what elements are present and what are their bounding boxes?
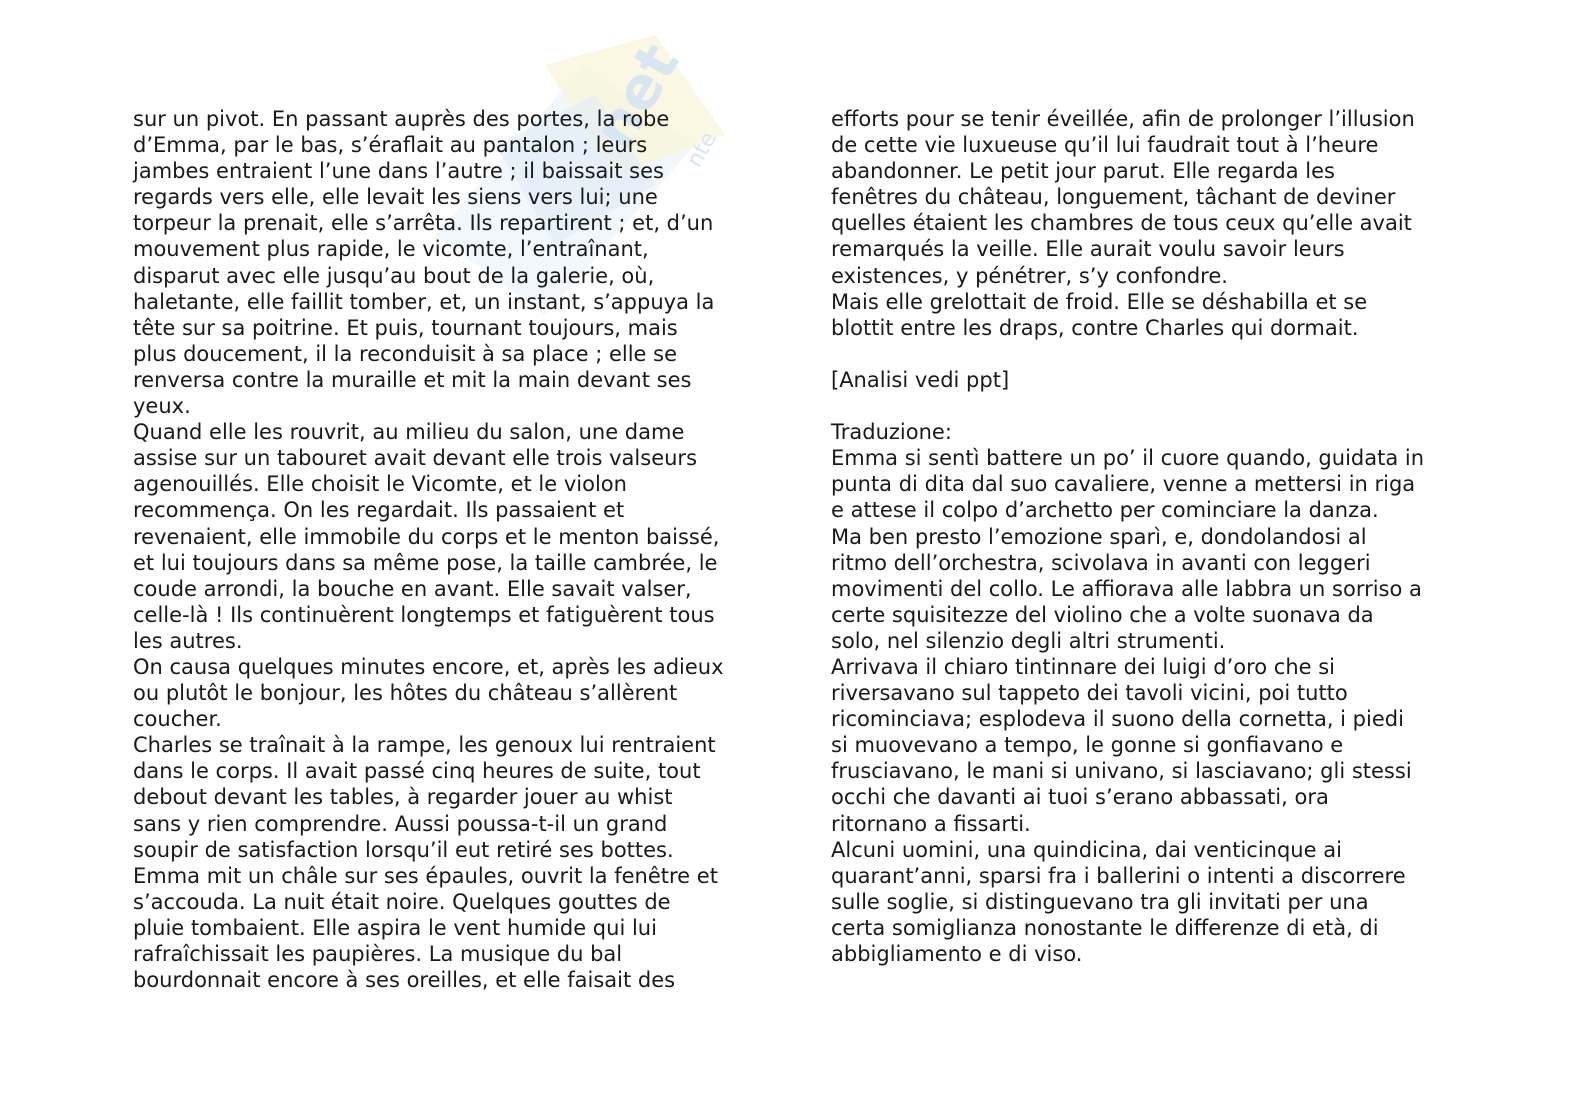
text-line: Traduzione: [831, 420, 952, 445]
text-line: [Analisi vedi ppt] [831, 367, 1010, 392]
text-line: occhi che davanti ai tuoi s’erano abbassati, ora [831, 785, 1329, 810]
text-line: existences, y pénétrer, s’y confondre. [831, 263, 1228, 288]
text-line: sulle soglie, si distinguevano tra gli invitati per una [831, 889, 1369, 914]
text-line: disparut avec elle jusqu’au bout de la galerie, où, [133, 263, 655, 288]
text-line: punta di dita dal suo cavaliere, venne a mettersi in riga [831, 472, 1416, 497]
text-line: Charles se traînait à la rampe, les genoux lui rentraient [133, 733, 716, 758]
text-line: yeux. [133, 394, 191, 419]
text-line: revenaient, elle immobile du corps et le menton baissé, [133, 524, 720, 549]
text-line: frusciavano, le mani si univano, si lasciavano; gli stessi [831, 759, 1412, 784]
text-line: haletante, elle faillit tomber, et, un instant, s’appuya la [133, 289, 715, 314]
text-line [831, 341, 1471, 367]
text-line: solo, nel silenzio degli altri strumenti. [831, 628, 1226, 653]
text-line: s’accouda. La nuit était noire. Quelques gouttes de [133, 889, 671, 914]
text-line: torpeur la prenait, elle s’arrêta. Ils repartirent ; et, d’un [133, 211, 714, 236]
text-line: movimenti del collo. Le affiorava alle labbra un sorriso a [831, 576, 1422, 601]
watermark-text-sub: nte [682, 127, 722, 172]
text-line: plus doucement, il la reconduisit à sa place ; elle se [133, 341, 677, 366]
text-line: Mais elle grelottait de froid. Elle se déshabilla et se [831, 289, 1368, 314]
text-line: soupir de satisfaction lorsqu’il eut retiré ses bottes. [133, 837, 674, 862]
text-line: fenêtres du château, longuement, tâchant de deviner [831, 185, 1396, 210]
text-line: e attese il colpo d’archetto per cominciare la danza. [831, 498, 1379, 523]
text-line: Quand elle les rouvrit, au milieu du salon, une dame [133, 420, 685, 445]
text-line [831, 393, 1471, 419]
text-line: quelles étaient les chambres de tous ceux qu’elle avait [831, 211, 1412, 236]
text-line: de cette vie luxueuse qu’il lui faudrait tout à l’heure [831, 133, 1379, 158]
text-line: bourdonnait encore à ses oreilles, et elle faisait des [133, 968, 676, 993]
text-line: dans le corps. Il avait passé cinq heures de suite, tout [133, 759, 701, 784]
text-line: Arrivava il chiaro tintinnare dei luigi d’oro che si [831, 654, 1336, 679]
text-line: assise sur un tabouret avait devant elle trois valseurs [133, 446, 698, 471]
text-line: agenouillés. Elle choisit le Vicomte, et le violon [133, 472, 627, 497]
text-line: Ma ben presto l’emozione sparì, e, dondolandosi al [831, 524, 1367, 549]
text-line: et lui toujours dans sa même pose, la taille cambrée, le [133, 550, 718, 575]
text-line: efforts pour se tenir éveillée, afin de prolonger l’illusion [831, 107, 1415, 131]
text-line: Emma si sentì battere un po’ il cuore quando, guidata in [831, 446, 1425, 471]
text-line: abandonner. Le petit jour parut. Elle regarda les [831, 159, 1335, 184]
text-line: recommença. On les regardait. Ils passaient et [133, 498, 625, 523]
text-line: mouvement plus rapide, le vicomte, l’entraînant, [133, 237, 649, 262]
text-line: celle-là ! Ils continuèrent longtemps et fatiguèrent tous [133, 602, 715, 627]
text-line: renversa contre la muraille et mit la main devant ses [133, 367, 692, 392]
text-line: remarqués la veille. Elle aurait voulu savoir leurs [831, 237, 1345, 262]
text-line: regards vers elle, elle levait les siens vers lui; une [133, 185, 658, 210]
text-line: coude arrondi, la bouche en avant. Elle savait valser, [133, 576, 692, 601]
text-line: les autres. [133, 628, 243, 653]
text-line: tête sur sa poitrine. Et puis, tournant toujours, mais [133, 315, 678, 340]
text-line: quarant’anni, sparsi fra i ballerini o intenti a discorrere [831, 863, 1406, 888]
text-line: jambes entraient l’une dans l’autre ; il baissait ses [133, 159, 664, 184]
text-line: coucher. [133, 707, 222, 732]
text-line: abbigliamento e di viso. [831, 942, 1083, 966]
text-line: pluie tombaient. Elle aspira le vent humide qui lui [133, 915, 657, 940]
text-line: ritmo dell’orchestra, scivolava in avanti con leggeri [831, 550, 1371, 575]
text-line: si muovevano a tempo, le gonne si gonfiavano e [831, 733, 1344, 758]
text-line: Alcuni uomini, una quindicina, dai venticinque ai [831, 837, 1342, 862]
watermark-text-main: net [579, 32, 693, 160]
text-line: ou plutôt le bonjour, les hôtes du château s’allèrent [133, 681, 678, 706]
text-line: On causa quelques minutes encore, et, après les adieux [133, 654, 724, 679]
text-line: debout devant les tables, à regarder jouer au whist [133, 785, 673, 810]
left-column-text [133, 106, 773, 993]
text-line: sur un pivot. En passant auprès des portes, la robe [133, 107, 670, 131]
text-line: Emma mit un châle sur ses épaules, ouvrit la fenêtre et [133, 863, 718, 888]
text-line: ricominciava; esplodeva il suono della cornetta, i piedi [831, 707, 1404, 732]
right-column-text [831, 106, 1471, 967]
text-line: blottit entre les draps, contre Charles qui dormait. [831, 315, 1359, 340]
text-line: ritornano a fissarti. [831, 811, 1031, 836]
text-line: sans y rien comprendre. Aussi poussa-t-il un grand [133, 811, 668, 836]
text-line: certa somiglianza nonostante le differenze di età, di [831, 915, 1379, 940]
text-line: certe squisitezze del violino che a volte suonava da [831, 602, 1374, 627]
text-line: d’Emma, par le bas, s’éraflait au pantalon ; leurs [133, 133, 648, 158]
text-line: rafraîchissait les paupières. La musique du bal [133, 942, 623, 966]
text-line: riversavano sul tappeto dei tavoli vicini, poi tutto [831, 681, 1348, 706]
